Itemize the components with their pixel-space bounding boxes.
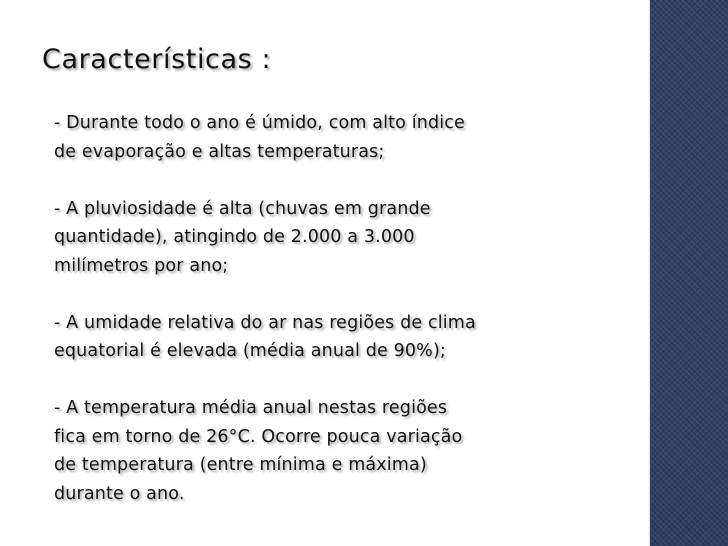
paragraph-gap [54, 366, 594, 395]
text-line: de temperatura (entre mínima e máxima) [54, 455, 427, 475]
paragraph-1 [54, 109, 594, 166]
text-line: - A umidade relativa do ar nas regiões de clima [54, 312, 476, 333]
text-line: milímetros por ano; [54, 255, 229, 276]
side-panel [650, 0, 728, 546]
text-line: - A pluviosidade é alta (chuvas em grande [54, 198, 431, 219]
paragraph-gap [54, 166, 594, 195]
paragraph-3 [54, 309, 594, 366]
slide-title: Características : [42, 44, 272, 75]
text-line: quantidade), atingindo de 2.000 a 3.000 [54, 227, 415, 247]
text-line: de evaporação e altas temperaturas; [54, 141, 385, 162]
text-line: - A temperatura média anual nestas regiões [54, 398, 448, 418]
paragraph-gap [54, 280, 594, 309]
paragraph-4 [54, 394, 594, 508]
text-line: equatorial é elevada (média anual de 90%); [54, 341, 446, 361]
text-line: fica em torno de 26°C. Ocorre pouca variação [54, 426, 463, 447]
slide-body [54, 109, 594, 508]
text-line: - Durante todo o ano é úmido, com alto índice [54, 113, 465, 133]
paragraph-2 [54, 195, 594, 281]
text-line: durante o ano. [54, 483, 185, 504]
